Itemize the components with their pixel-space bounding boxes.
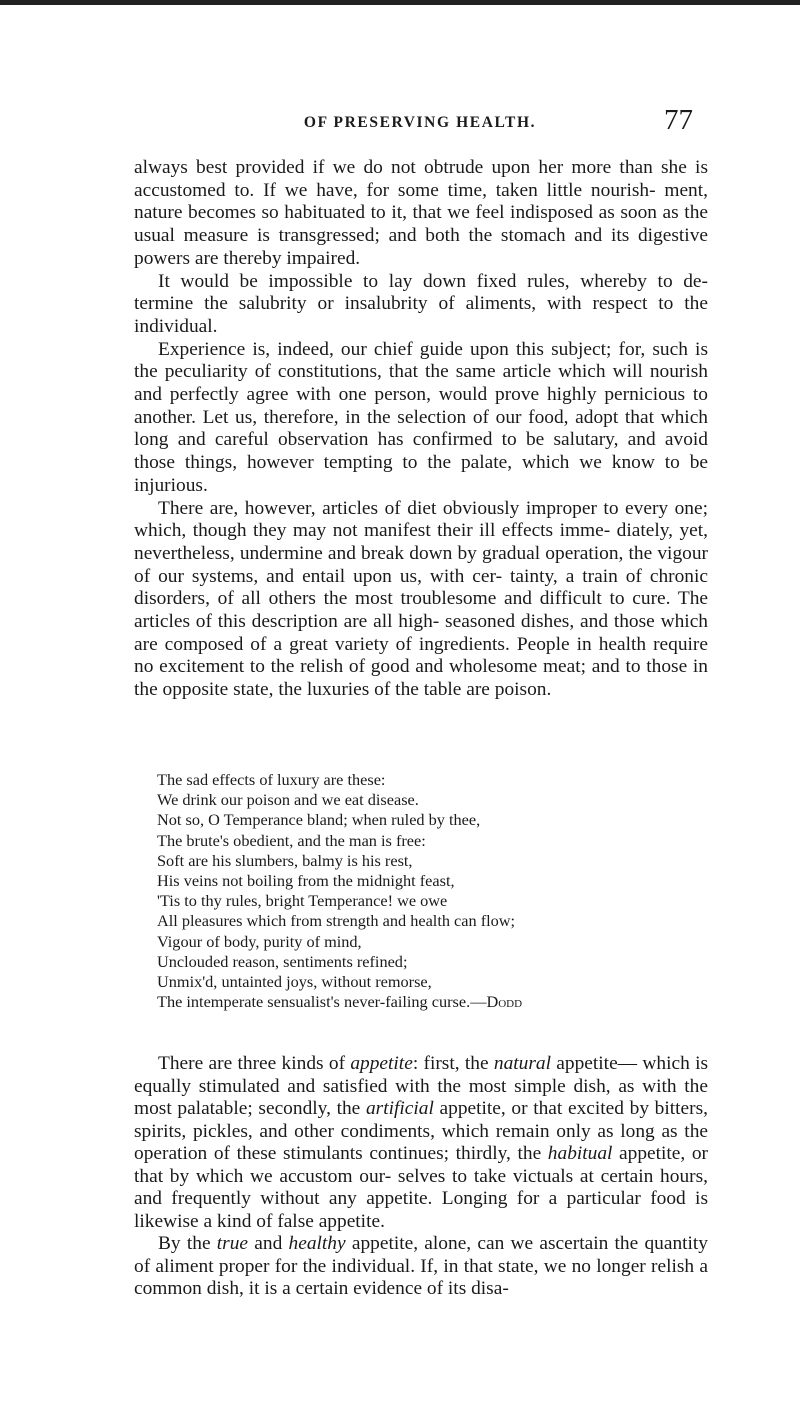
emphasis-appetite: appetite: [350, 1053, 413, 1074]
text-run: and: [248, 1233, 289, 1254]
appetite-paragraph: [134, 1053, 708, 1233]
body-text: [134, 157, 708, 702]
appetite-section: [134, 1053, 708, 1301]
text-run: appetite, or that excited by bitters, spirits, pickles, and other condiments, which remain only as long as the operation of these stimulants continues; thirdly, the: [134, 1098, 708, 1164]
poem-line: His veins not boiling from the midnight feast,: [157, 871, 455, 891]
poem-line-text: The intemperate sensualist's never-failing curse.—: [157, 992, 487, 1012]
poem-line: The brute's obedient, and the man is free:: [157, 830, 426, 850]
emphasis-healthy: healthy: [288, 1233, 346, 1254]
text-run: appetite, alone, can we ascertain the quantity of aliment proper for the individual. If, in that state, we no longer relish a common dish, it is a certain evidence of its disa-: [134, 1233, 708, 1299]
poem-line: 'Tis to thy rules, bright Temperance! we owe: [157, 891, 448, 911]
text-run: appetite, or that by which we accustom our- selves to take victuals at certain hours, and frequently without any appetite. Longing for a particular food is likewise a kind of false appetite.: [134, 1143, 708, 1232]
emphasis-artificial: artificial: [365, 1098, 434, 1119]
poem-line: All pleasures which from strength and health can flow;: [157, 911, 516, 931]
poem-line: We drink our poison and we eat disease.: [157, 790, 419, 810]
paragraph: There are, however, articles of diet obviously improper to every one; which, though they may not manifest their ill effects imme- diately, yet, nevertheless, undermine and break down by gradual operation, the vigour of our systems, and entail upon us, with cer- tainty, a train of chronic disorders, of all others the most troublesome and difficult to cure. The articles of this description are all high- seasoned dishes, and those which are composed of a great variety of ingredients. People in health require no excitement to the relish of good and wholesome meat; and to those in the opposite state, the luxuries of the table are poison.: [134, 497, 708, 701]
paragraph: always best provided if we do not obtrude upon her more than she is accustomed to. If we have, for some time, taken little nourish- ment, nature becomes so habituated to it, that we feel indisposed as soon as the usual measure is transgressed; and both the stomach and its digestive powers are thereby impaired.: [134, 157, 708, 269]
paragraph: It would be impossible to lay down fixed rules, whereby to de- termine the salubrity or insalubrity of aliments, with respect to the individual.: [134, 270, 708, 337]
emphasis-true: true: [216, 1233, 249, 1254]
running-header: OF PRESERVING HEALTH.: [303, 114, 537, 131]
poem-last-line: [157, 992, 697, 1012]
text-run: : first, the: [412, 1053, 494, 1074]
paragraph: Experience is, indeed, our chief guide upon this subject; for, such is the peculiarity of constitutions, that the same article which will nourish and perfectly agree with one person, would prove highly pernicious to another. Let us, therefore, in the selection of our food, adopt that which long and careful observation has confirmed to be salutary, and avoid those things, however tempting to the palate, which we know to be injurious.: [134, 338, 708, 496]
page-top-edge: [0, 0, 800, 5]
emphasis-natural: natural: [493, 1053, 551, 1074]
page-number: 77: [664, 104, 693, 136]
poem-line: Unmix'd, untainted joys, without remorse,: [157, 972, 432, 992]
text-run: There are three kinds of: [158, 1053, 351, 1074]
poem-line: The sad effects of luxury are these:: [157, 770, 386, 789]
poem-line: Not so, O Temperance bland; when ruled by thee,: [157, 810, 481, 830]
final-paragraph: [134, 1233, 708, 1301]
poem-attribution: Dodd: [486, 992, 523, 1012]
poem-line: Unclouded reason, sentiments refined;: [157, 951, 408, 971]
poem-line: Vigour of body, purity of mind,: [157, 931, 362, 951]
text-run: appetite— which is equally stimulated and satisfied with the most simple dish, as with the most palatable; secondly, the: [134, 1053, 708, 1119]
poem-line: Soft are his slumbers, balmy is his rest,: [157, 850, 413, 870]
poem-quotation: [157, 770, 697, 1012]
text-run: By the: [158, 1233, 217, 1254]
emphasis-habitual: habitual: [547, 1143, 613, 1164]
